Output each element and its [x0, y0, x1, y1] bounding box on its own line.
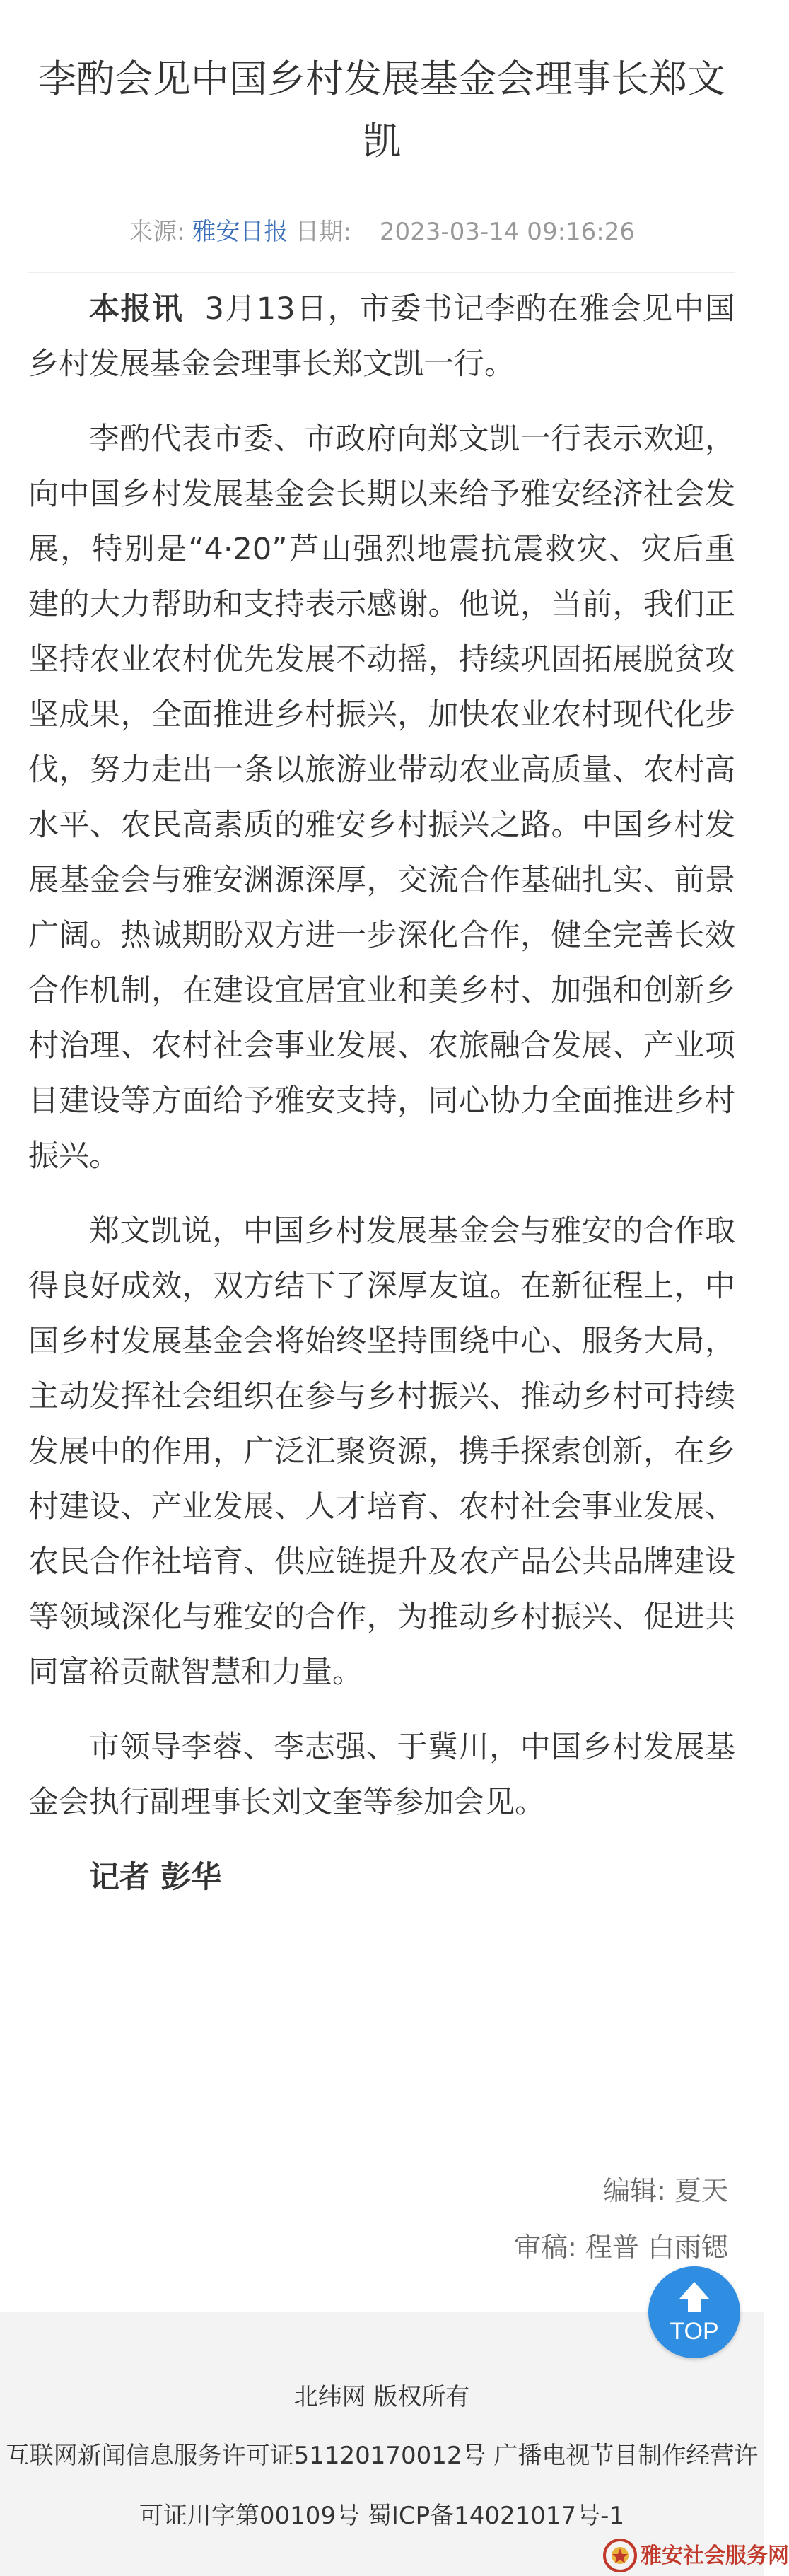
back-to-top-button[interactable]	[648, 2266, 740, 2358]
source-label: 来源:	[128, 218, 185, 246]
article-meta	[0, 211, 764, 253]
brand-badge[interactable]	[602, 2535, 789, 2576]
arrow-up-icon	[675, 2278, 713, 2316]
lead-dateline: 本报讯	[89, 291, 184, 327]
source-name-link[interactable]: 雅安日报	[192, 218, 288, 246]
date-label: 日期:	[295, 218, 351, 246]
reviewer-names: 程普 白雨锶	[585, 2232, 728, 2263]
body-paragraph: 李酌代表市委、市政府向郑文凯一行表示欢迎，向中国乡村发展基金会长期以来给予雅安经济社会发展，特别是“4·20”芦山强烈地震抗震救灾、灾后重建的大力帮助和支持表示感谢。他说，当前，我们正坚持农业农村优先发展不动摇，持续巩固拓展脱贫攻坚成果，全面推进乡村振兴，加快农业农村现代化步伐，努力走出一条以旅游业带动农业高质量、农村高水平、农民高素质的雅安乡村振兴之路。中国乡村发展基金会与雅安渊源深厚，交流合作基础扎实、前景广阔。热诚期盼双方进一步深化合作，健全完善长效合作机制，在建设宜居宜业和美乡村、加强和创新乡村治理、农村社会事业发展、农旅融合发展、产业项目建设等方面给予雅安支持，同心协力全面推进乡村振兴。	[28, 421, 735, 1174]
body-paragraph: 市领导李蓉、李志强、于冀川，中国乡村发展基金会执行副理事长刘文奎等参加会见。	[28, 1730, 735, 1820]
reviewer-label: 审稿:	[514, 2232, 577, 2263]
footer-icp: 可证川字第00109号 蜀ICP备14021017号-1	[139, 2502, 625, 2530]
back-to-top-label: TOP	[670, 2318, 719, 2345]
footer-copyright: 北纬网 版权所有	[293, 2383, 470, 2411]
reviewer-line	[514, 2226, 728, 2268]
editor-line	[603, 2169, 728, 2212]
article-title: 李酌会见中国乡村发展基金会理事长郑文凯	[38, 57, 725, 163]
reporter-byline: 记者 彭华	[89, 1860, 221, 1895]
body-paragraph: 郑文凯说，中国乡村发展基金会与雅安的合作取得良好成效，双方结下了深厚友谊。在新征程上，中国乡村发展基金会将始终坚持围绕中心、服务大局，主动发挥社会组织在参与乡村振兴、推动乡村可持续发展中的作用，广泛汇聚资源，携手探索创新，在乡村建设、产业发展、人才培育、农村社会事业发展、农民合作社培育、供应链提升及农产品公共品牌建设等领域深化与雅安的合作，为推动乡村振兴、促进共同富裕贡献智慧和力量。	[28, 1213, 735, 1690]
brand-text: 雅安社会服务网	[641, 2543, 789, 2568]
date-value: 2023-03-14 09:16:26	[379, 218, 636, 246]
meta-divider	[28, 272, 735, 273]
article-body	[28, 281, 735, 1925]
lead-paragraph	[28, 281, 735, 392]
emblem-icon	[602, 2538, 638, 2573]
editor-label: 编辑:	[603, 2175, 666, 2206]
footer-license: 互联网新闻信息服务许可证51120170012号 广播电视节目制作经营许	[5, 2442, 759, 2470]
lead-text: 3月13日，市委书记李酌在雅会见中国乡村发展基金会理事长郑文凯一行。	[28, 291, 735, 382]
editor-name: 夏天	[674, 2175, 728, 2206]
